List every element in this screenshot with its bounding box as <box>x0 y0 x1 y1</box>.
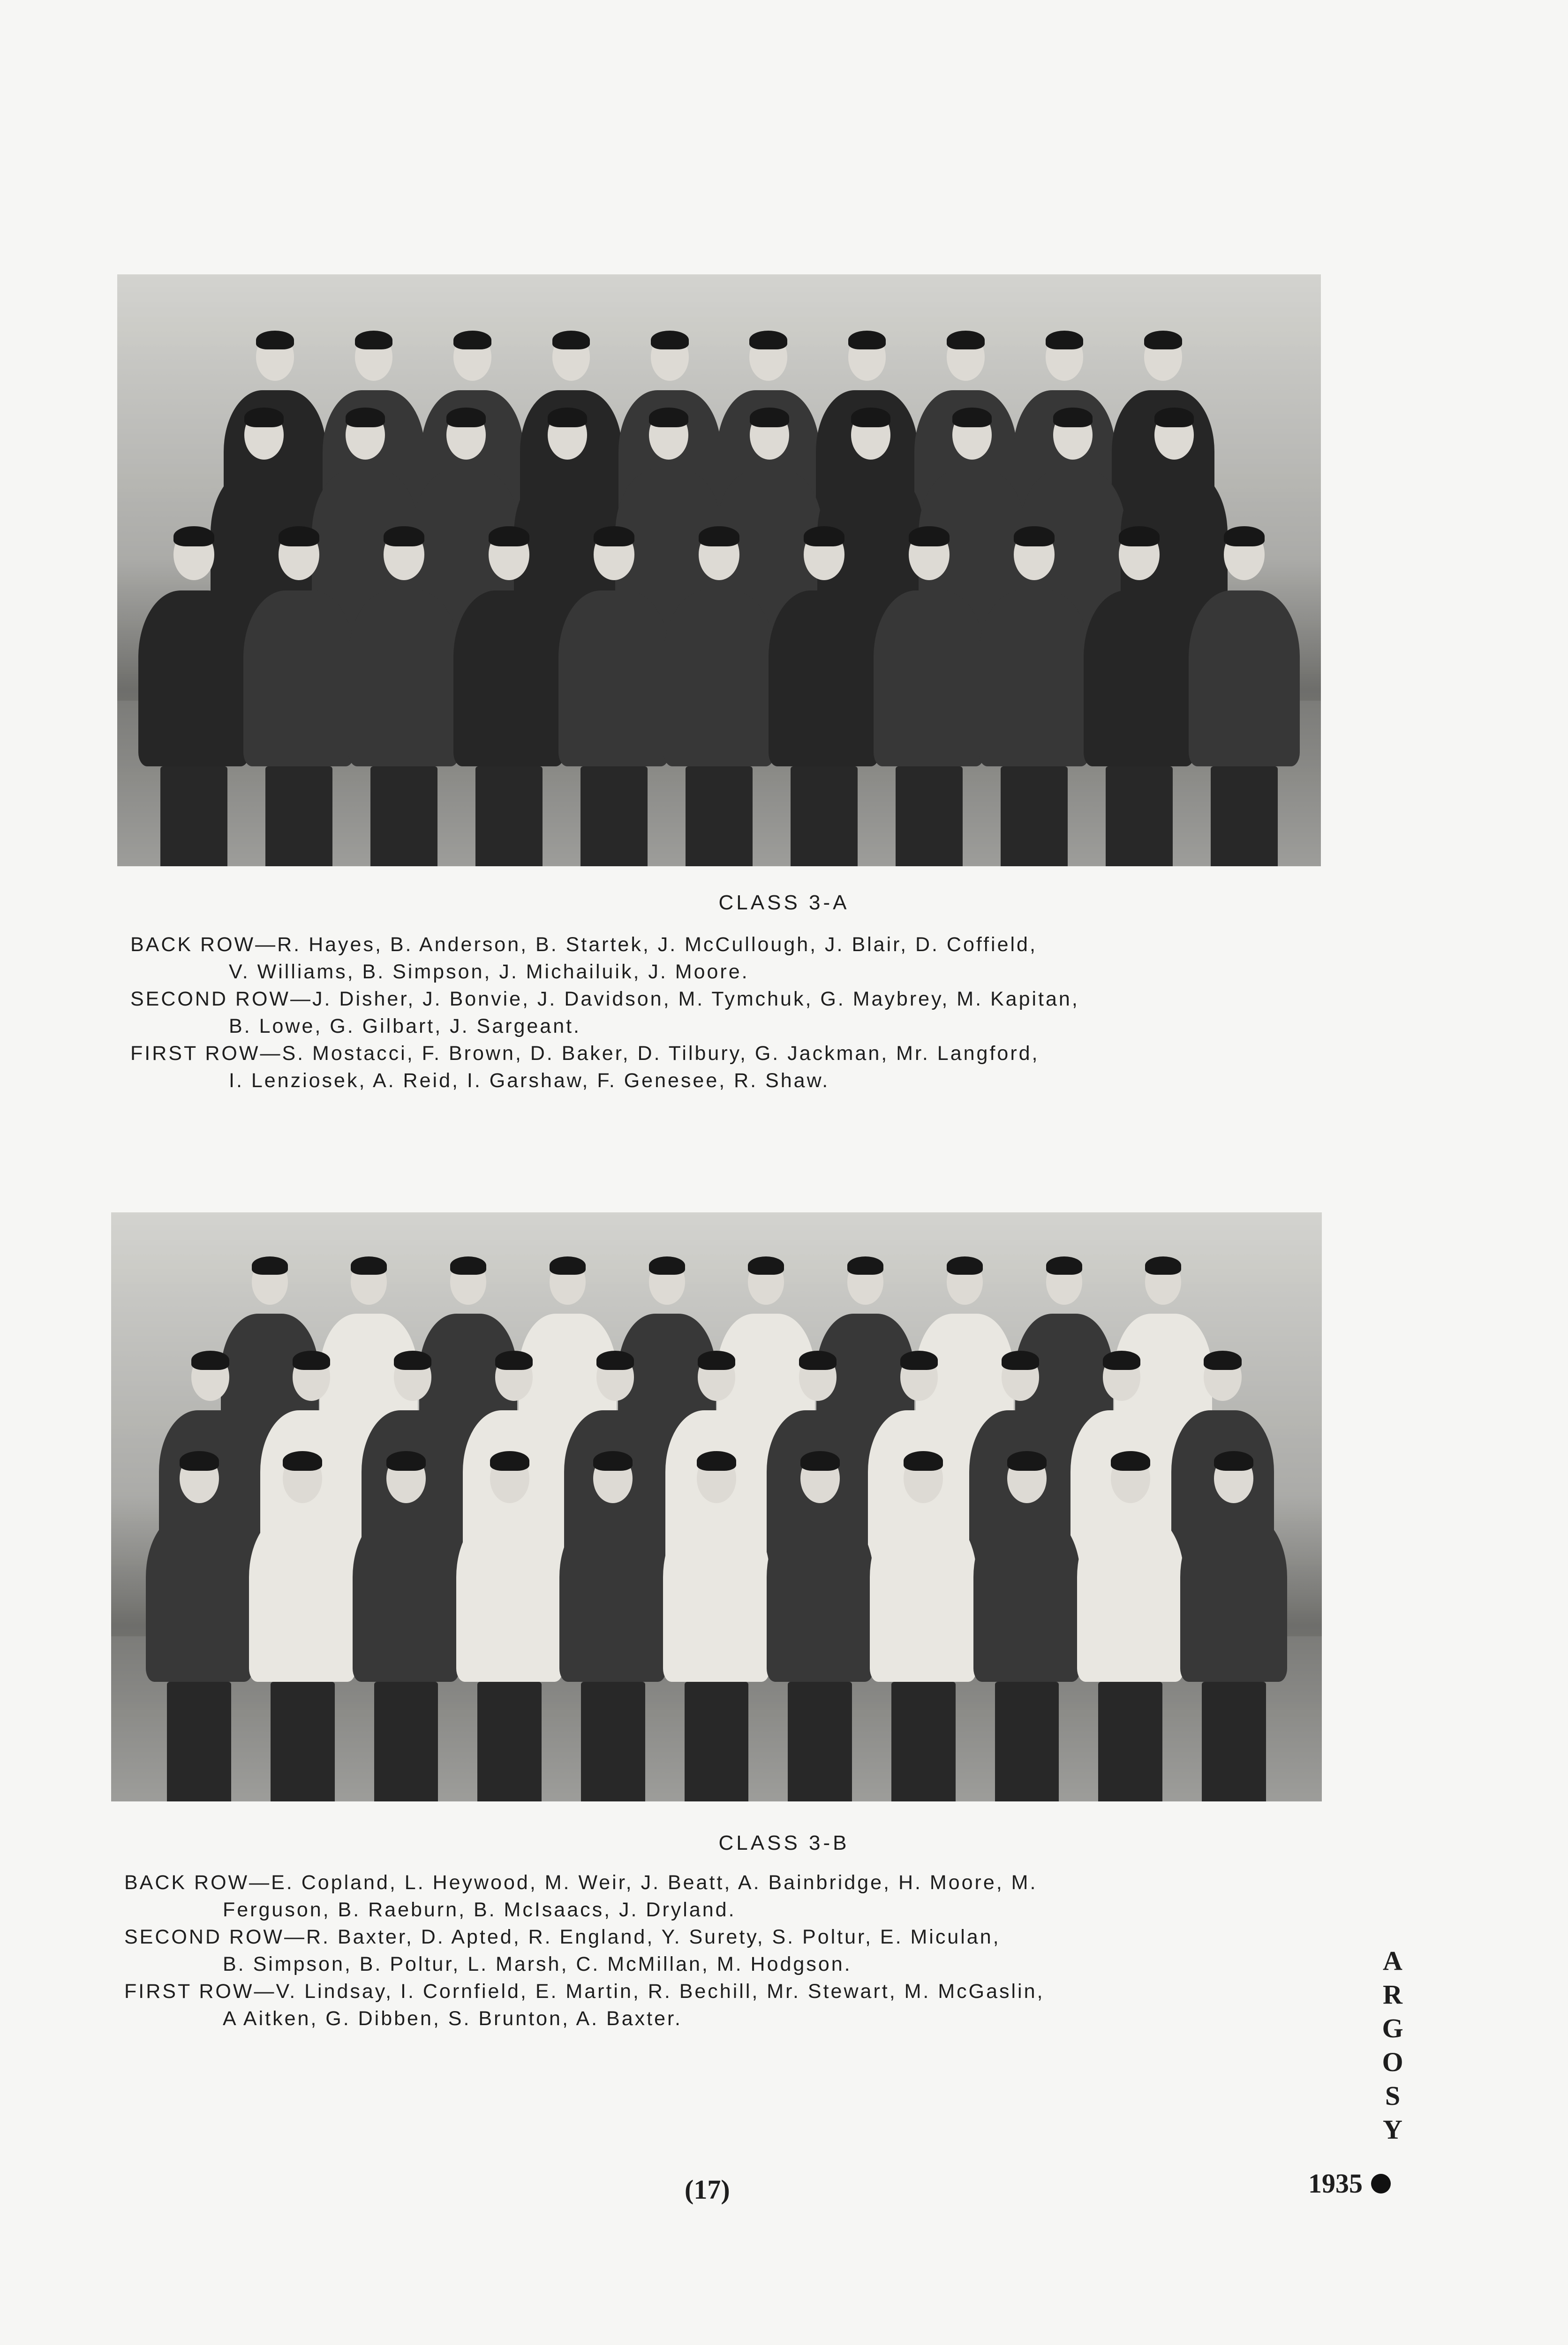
person-figure <box>973 1454 1080 1769</box>
class-3a-caption <box>130 931 1079 1094</box>
person-figure <box>146 1454 253 1769</box>
class-3a-photo <box>117 274 1321 866</box>
bullet-icon <box>1371 2174 1391 2194</box>
class-3a-title: CLASS 3-A <box>718 891 850 914</box>
class-3b-title: CLASS 3-B <box>718 1831 850 1854</box>
person-figure <box>1189 529 1300 857</box>
class-3b-photo <box>111 1212 1322 1801</box>
person-figure <box>243 529 355 857</box>
person-figure <box>249 1454 356 1769</box>
person-figure <box>558 529 670 857</box>
class-3b-second-row: SECOND ROW—R. Baxter, D. Apted, R. England, Y. Surety, S. Poltur, E. Miculan, B. Simpson, B. Poltur, L. Marsh, C. McMillan, M. Hodgson. <box>124 1926 1001 1975</box>
person-figure <box>874 529 985 857</box>
person-figure <box>353 1454 460 1769</box>
person-figure <box>663 529 775 857</box>
person-figure <box>138 529 250 857</box>
person-figure <box>767 1454 874 1769</box>
argosy-vertical-title: A R G O S Y <box>1382 1945 1403 2145</box>
page-number: (17) <box>685 2174 730 2205</box>
person-figure <box>663 1454 770 1769</box>
person-figure <box>870 1454 977 1769</box>
class-3b-caption <box>124 1869 1044 2032</box>
person-figure <box>1077 1454 1184 1769</box>
person-figure <box>453 529 565 857</box>
class-3b-back-row: BACK ROW—E. Copland, L. Heywood, M. Weir, J. Beatt, A. Bainbridge, H. Moore, M. Ferguson, B. Raeburn, B. McIsaacs, J. Dryland. <box>124 1871 1038 1921</box>
year-label: 1935 <box>1308 2168 1391 2199</box>
person-figure <box>1084 529 1195 857</box>
person-figure <box>456 1454 563 1769</box>
person-figure <box>979 529 1090 857</box>
person-figure <box>559 1454 666 1769</box>
person-figure <box>769 529 880 857</box>
class-3a-second-row: SECOND ROW—J. Disher, J. Bonvie, J. Davidson, M. Tymchuk, G. Maybrey, M. Kapitan, B. Lowe, G. Gilbart, J. Sargeant. <box>130 988 1079 1037</box>
person-figure <box>1180 1454 1287 1769</box>
person-figure <box>348 529 460 857</box>
class-3b-first-row: FIRST ROW—V. Lindsay, I. Cornfield, E. Martin, R. Bechill, Mr. Stewart, M. McGaslin, A Aitken, G. Dibben, S. Brunton, A. Baxter. <box>124 1980 1045 2030</box>
class-3a-first-row: FIRST ROW—S. Mostacci, F. Brown, D. Baker, D. Tilbury, G. Jackman, Mr. Langford, I. Lenziosek, A. Reid, I. Garshaw, F. Genesee, R. Shaw. <box>130 1042 1040 1092</box>
class-3a-back-row: BACK ROW—R. Hayes, B. Anderson, B. Startek, J. McCullough, J. Blair, D. Coffield, V. Williams, B. Simpson, J. Michailuik, J. Moore. <box>130 933 1037 983</box>
